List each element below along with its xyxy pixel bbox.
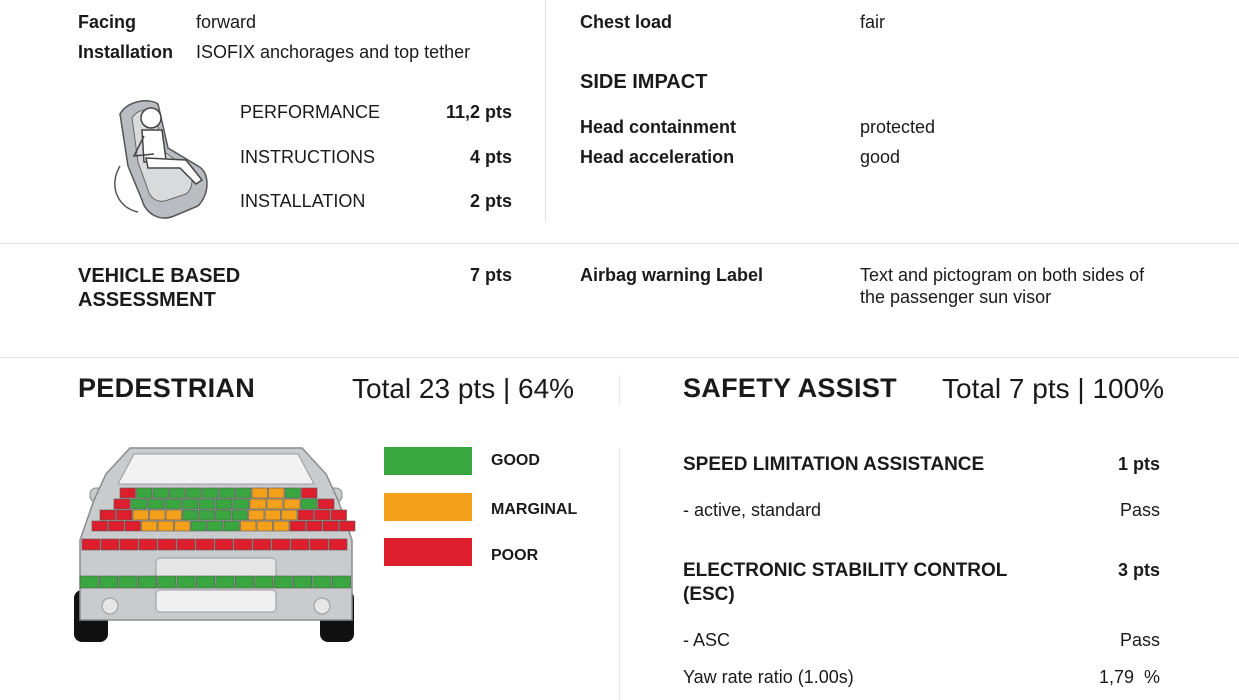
head-containment-value: protected — [860, 117, 936, 137]
pedestrian-grid-cell — [203, 488, 219, 498]
pedestrian-grid-cell — [291, 539, 309, 550]
pedestrian-grid-cell — [196, 576, 214, 588]
esc-asc-label: - ASC — [683, 630, 731, 650]
column-divider-bottom-2 — [619, 448, 620, 700]
pedestrian-grid-cell — [186, 488, 202, 498]
safety-assist-heading: SAFETY ASSIST — [683, 373, 897, 403]
vehicle-based-points: 7 pts — [469, 265, 512, 285]
pedestrian-grid-cell — [255, 576, 273, 588]
pedestrian-grid-cell — [298, 510, 314, 520]
legend-label-good: GOOD — [491, 452, 540, 469]
column-divider-bottom — [619, 375, 620, 405]
pedestrian-grid-cell — [269, 488, 285, 498]
pedestrian-grid-cell — [191, 521, 207, 531]
pedestrian-grid-cell — [150, 510, 166, 520]
pedestrian-grid-cell — [313, 576, 331, 588]
pedestrian-grid-cell — [92, 521, 108, 531]
pedestrian-grid-cell — [158, 539, 176, 550]
pedestrian-grid-cell — [208, 521, 224, 531]
pedestrian-grid-cell — [285, 488, 301, 498]
pedestrian-grid-cell — [318, 499, 334, 509]
pedestrian-grid-cell — [196, 539, 214, 550]
legend-label-poor: POOR — [491, 547, 539, 564]
chest-load-label: Chest load — [580, 12, 673, 32]
child-seat-icon — [98, 96, 223, 221]
pedestrian-grid-cell — [82, 539, 100, 550]
pedestrian-heading: PEDESTRIAN — [78, 373, 256, 403]
speed-limitation-title: SPEED LIMITATION ASSISTANCE — [683, 454, 985, 475]
airbag-value-line2: the passenger sun visor — [860, 287, 1052, 307]
pedestrian-grid-cell — [233, 499, 249, 509]
score-value-performance: 11,2 pts — [445, 102, 512, 122]
pedestrian-grid-cell — [199, 510, 215, 520]
esc-asc-value: Pass — [1119, 630, 1160, 650]
pedestrian-grid-cell — [274, 576, 292, 588]
pedestrian-grid-cell — [175, 521, 191, 531]
pedestrian-grid-cell — [272, 539, 290, 550]
airbag-value-line1: Text and pictogram on both sides of — [860, 265, 1145, 285]
pedestrian-grid-cell — [290, 521, 306, 531]
pedestrian-grid-cell — [274, 521, 290, 531]
pedestrian-grid-cell — [253, 539, 271, 550]
installation-label: Installation — [78, 42, 174, 62]
pedestrian-grid-cell — [199, 499, 215, 509]
pedestrian-grid-cell — [177, 539, 195, 550]
speed-limitation-row-value: Pass — [1119, 500, 1160, 520]
side-impact-heading: SIDE IMPACT — [580, 71, 708, 93]
pedestrian-grid-cell — [139, 539, 157, 550]
pedestrian-grid-cell — [301, 499, 317, 509]
pedestrian-grid-cell — [216, 510, 232, 520]
pedestrian-total: Total 23 pts | 64% — [352, 373, 575, 404]
pedestrian-grid-cell — [138, 576, 156, 588]
pedestrian-grid-cell — [131, 499, 147, 509]
pedestrian-grid-cell — [249, 510, 265, 520]
pedestrian-grid-cell — [101, 539, 119, 550]
pedestrian-grid-cell — [331, 510, 347, 520]
pedestrian-grid-cell — [114, 499, 130, 509]
facing-label: Facing — [78, 12, 137, 32]
esc-points: 3 pts — [1117, 560, 1160, 580]
installation-value: ISOFIX anchorages and top tether — [196, 42, 471, 62]
pedestrian-grid-cell — [257, 521, 273, 531]
pedestrian-grid-cell — [99, 576, 117, 588]
pedestrian-grid-cell — [234, 539, 252, 550]
pedestrian-grid-cell — [177, 576, 195, 588]
pedestrian-grid-cell — [284, 499, 300, 509]
pedestrian-grid-cell — [182, 499, 198, 509]
pedestrian-grid-cell — [109, 521, 125, 531]
pedestrian-grid-cell — [165, 499, 181, 509]
pedestrian-grid-cell — [166, 510, 182, 520]
pedestrian-grid-cell — [120, 488, 136, 498]
pedestrian-grid-cell — [120, 539, 138, 550]
pedestrian-grid-cell — [117, 510, 133, 520]
speed-limitation-points: 1 pts — [1117, 454, 1160, 474]
score-value-instructions: 4 pts — [469, 147, 512, 167]
pedestrian-grid-cell — [216, 576, 234, 588]
pedestrian-grid-cell — [142, 521, 158, 531]
head-acceleration-value: good — [860, 147, 901, 167]
pedestrian-grid-cell — [125, 521, 141, 531]
esc-yaw-label: Yaw rate ratio (1.00s) — [683, 667, 854, 687]
head-containment-label: Head containment — [580, 117, 737, 137]
section-divider-1 — [0, 243, 1239, 244]
column-divider-top — [545, 0, 546, 222]
pedestrian-grid-cell — [267, 499, 283, 509]
pedestrian-grid-cell — [282, 510, 298, 520]
pedestrian-grid-cell — [219, 488, 235, 498]
pedestrian-grid-cell — [340, 521, 356, 531]
car-front-pedestrian-map-icon — [70, 440, 362, 648]
pedestrian-grid-cell — [310, 539, 328, 550]
head-acceleration-label: Head acceleration — [580, 147, 735, 167]
safety-assist-total: Total 7 pts | 100% — [942, 373, 1165, 404]
speed-limitation-row-label: - active, standard — [683, 500, 822, 520]
legend-swatch-marginal — [384, 493, 472, 521]
facing-value: forward — [196, 12, 257, 32]
vehicle-based-heading-2: ASSESSMENT — [78, 289, 216, 311]
pedestrian-grid-cell — [329, 539, 347, 550]
pedestrian-grid-cell — [250, 499, 266, 509]
pedestrian-grid-cell — [236, 488, 252, 498]
vehicle-based-heading-1: VEHICLE BASED — [78, 265, 241, 287]
pedestrian-grid-cell — [100, 510, 116, 520]
score-label-instructions: INSTRUCTIONS — [240, 147, 375, 167]
pedestrian-grid-cell — [232, 510, 248, 520]
pedestrian-grid-cell — [332, 576, 350, 588]
pedestrian-grid-cell — [235, 576, 253, 588]
pedestrian-grid-cell — [158, 521, 174, 531]
legend-swatch-poor — [384, 538, 472, 566]
pedestrian-grid-cell — [241, 521, 257, 531]
pedestrian-grid-cell — [170, 488, 186, 498]
section-divider-2 — [0, 357, 1239, 358]
pedestrian-grid-cell — [153, 488, 169, 498]
pedestrian-grid-cell — [183, 510, 199, 520]
esc-title-line1: ELECTRONIC STABILITY CONTROL — [683, 560, 1008, 581]
legend-swatch-good — [384, 447, 472, 475]
pedestrian-grid-cell — [302, 488, 318, 498]
pedestrian-grid-cell — [119, 576, 137, 588]
chest-load-value: fair — [860, 12, 886, 32]
pedestrian-grid-cell — [137, 488, 153, 498]
pedestrian-grid-cell — [215, 539, 233, 550]
pedestrian-grid-cell — [252, 488, 268, 498]
pedestrian-grid-cell — [158, 576, 176, 588]
pedestrian-grid-cell — [307, 521, 323, 531]
pedestrian-grid-cell — [80, 576, 98, 588]
airbag-label: Airbag warning Label — [580, 265, 764, 285]
pedestrian-grid-cell — [293, 576, 311, 588]
score-label-performance: PERFORMANCE — [240, 102, 381, 122]
score-value-installation: 2 pts — [469, 191, 512, 211]
esc-title-line2: (ESC) — [683, 584, 735, 605]
score-label-installation: INSTALLATION — [240, 191, 366, 211]
pedestrian-grid-cell — [216, 499, 232, 509]
pedestrian-grid-cell — [265, 510, 281, 520]
pedestrian-grid-cell — [315, 510, 331, 520]
pedestrian-grid-cell — [224, 521, 240, 531]
esc-yaw-value: 1,79 % — [1098, 667, 1160, 687]
pedestrian-grid-cell — [148, 499, 164, 509]
legend-label-marginal: MARGINAL — [491, 501, 578, 518]
pedestrian-grid-cell — [323, 521, 339, 531]
pedestrian-grid-cell — [133, 510, 149, 520]
